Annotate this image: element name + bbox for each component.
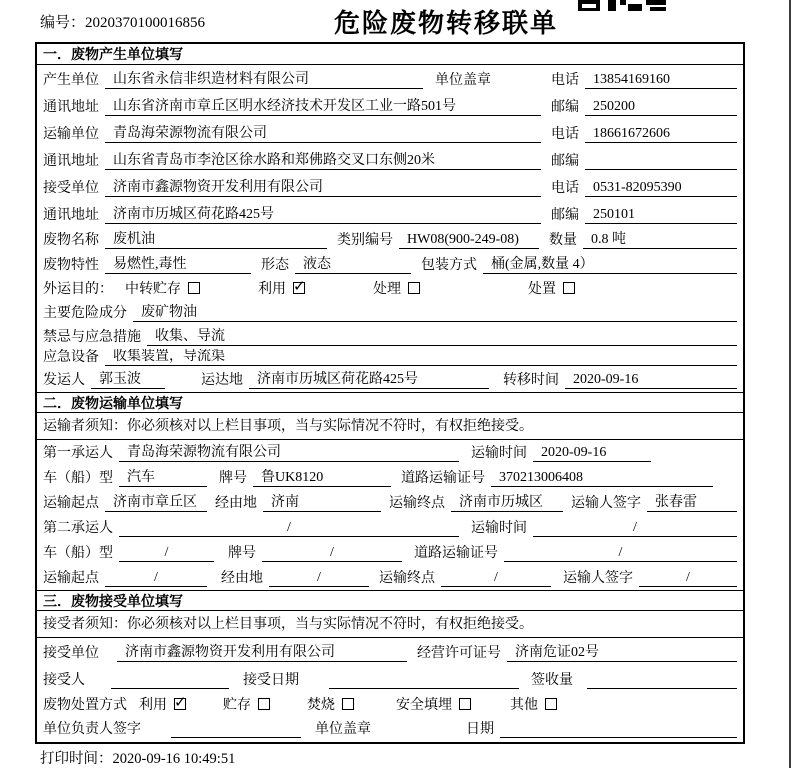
purpose-option-treat [373,278,420,298]
signature1-value: 张春雷 [647,491,737,512]
checkbox-icon [563,282,575,294]
produce-phone-value: 13854169160 [585,72,737,89]
checkbox-icon [408,282,420,294]
equipment-row [37,349,743,369]
carrier2-value: / [119,520,459,537]
receiver-notice-row [37,611,743,638]
transport-time-label: 运输时间 [471,446,527,461]
option-label: 安全填埋 [396,698,452,713]
receiver-value [111,688,229,689]
transport-unit-row [37,119,743,146]
category-value: HW08(900-249-08) [399,232,539,249]
receive-unit3-row [37,638,743,665]
produce-zip-value: 250200 [585,99,737,116]
license-value: 济南危证02号 [507,641,737,662]
plate2-value: / [262,545,402,562]
trait-label: 废物特性 [43,258,99,273]
measures-row [37,325,743,349]
disposal-label: 废物处置方式 [43,698,127,713]
signature-label: 运输人签字 [563,571,633,586]
receiver-notice-label: 接受者须知： [43,616,127,632]
zip-label: 邮编 [551,154,579,169]
checkbox-icon [188,282,200,294]
receive-unit3-value: 济南市鑫源物资开发利用有限公司 [117,641,407,662]
checkbox-icon [258,698,270,710]
road-cert1-value: 370213006408 [491,470,713,487]
disposal-row [37,692,743,717]
receive-unit-value: 济南市鑫源物资开发利用有限公司 [105,176,541,197]
unit-seal-label: 单位盖章 [315,722,371,737]
option-label: 处理 [373,282,401,297]
principal-sign-label: 单位负责人签字 [43,722,141,737]
origin-label: 运输起点 [43,496,99,511]
produce-address-row [37,92,743,119]
receive-date-label: 接受日期 [243,673,299,688]
principal-sign-value [171,737,301,738]
plate-label: 牌号 [219,471,247,486]
signature2-value: / [639,570,737,587]
phone-label: 电话 [551,127,579,142]
section1-title: 一．废物产生单位填写 [43,46,183,62]
receive-unit-label: 接受单位 [43,181,99,196]
route2-row [37,565,743,590]
received-qty-label: 签收量 [531,673,573,688]
address-label: 通讯地址 [43,154,99,169]
waste-trait-row [37,252,743,277]
hazard-label: 主要危险成分 [43,306,127,321]
measures-label: 禁忌与应急措施 [43,330,141,345]
road-cert2-value: / [504,545,737,562]
plate1-value: 鲁UK8120 [253,466,391,487]
receive-date-value [329,688,519,689]
vehicle2-row [37,540,743,565]
measures-value: 收集、导流 [147,325,737,346]
waste-name-label: 废物名称 [43,233,99,248]
produce-address-value: 山东省济南市章丘区明水经济技术开发区工业一路501号 [105,95,541,116]
carrier2-row [37,515,743,540]
date-value [500,737,737,738]
vehicle2-value: / [119,545,214,562]
disposal-option-landfill [396,694,471,714]
phone-label: 电话 [551,73,579,88]
vehicle1-row [37,465,743,490]
purpose-label: 外运目的： [43,282,113,297]
hazard-value: 废矿物油 [133,301,737,322]
road-cert-label: 道路运输证号 [401,471,485,486]
transfer-time-value: 2020-09-16 [565,372,737,389]
transport-time2-value: / [533,520,737,537]
receive-address-value: 济南市历城区荷花路425号 [105,203,541,224]
address-label: 通讯地址 [43,208,99,223]
form-value: 液态 [295,253,411,274]
disposal-option-storage [223,694,270,714]
transport-zip-value [585,169,737,170]
vehicle-label: 车（船）型 [43,546,113,561]
receive-unit-label: 接受单位 [43,646,99,661]
form-label: 形态 [261,258,289,273]
transport-unit-label: 运输单位 [43,127,99,142]
unit-seal-label: 单位盖章 [435,73,491,88]
terminal2-value: / [441,570,551,587]
quantity-label: 数量 [549,233,577,248]
hazard-row [37,301,743,325]
route1-row [37,490,743,515]
via-label: 经由地 [215,496,257,511]
packing-label: 包装方式 [421,258,477,273]
section3-header [37,590,743,611]
received-qty-value [587,688,737,689]
zip-label: 邮编 [551,208,579,223]
carrier-notice-label: 运输者须知： [43,418,127,434]
carrier-notice-row [37,413,743,440]
address-label: 通讯地址 [43,100,99,115]
signature-label: 运输人签字 [571,496,641,511]
purpose-option-dispose [528,278,575,298]
option-label: 利用 [139,698,167,713]
transport-address-row [37,146,743,173]
checkbox-checked-icon [174,698,186,710]
quantity-value: 0.8 吨 [583,228,737,249]
receive-address-row [37,200,743,227]
produce-unit-label: 产生单位 [43,73,99,88]
zip-label: 邮编 [551,100,579,115]
vehicle1-value: 汽车 [119,466,207,487]
option-label: 处置 [528,282,556,297]
shipper-row [37,369,743,392]
serial-label: 编号： [40,15,86,31]
waste-name-row [37,227,743,252]
option-label: 焚烧 [307,698,335,713]
terminal1-value: 济南市历城区 [451,491,563,512]
origin1-value: 济南市章丘区 [105,491,207,512]
checkbox-checked-icon [293,282,305,294]
category-label: 类别编号 [337,233,393,248]
transfer-time-label: 转移时间 [503,373,559,388]
carrier1-label: 第一承运人 [43,446,113,461]
serial-number [40,11,205,32]
principal-sign-row [37,717,743,741]
print-time [40,747,235,768]
checkbox-icon [342,698,354,710]
produce-unit-row [37,65,743,92]
destination-value: 济南市历城区荷花路425号 [249,369,489,389]
receiver-notice-text: 你必须核对以上栏目事项，当与实际情况不符时，有权拒绝接受。 [127,616,533,632]
carrier1-row [37,440,743,465]
origin-label: 运输起点 [43,571,99,586]
section3-title: 三．废物接受单位填写 [43,592,183,609]
page-title: 危险废物转移联单 [334,8,559,38]
road-cert-label: 道路运输证号 [414,546,498,561]
disposal-option-incinerate [307,694,354,714]
section2-title: 二．废物运输单位填写 [43,394,183,411]
receiver-row [37,665,743,692]
manifest-table [35,42,745,744]
transport-time1-value: 2020-09-16 [533,445,651,462]
purpose-row [37,277,743,301]
produce-unit-value: 山东省永信非织造材料有限公司 [105,68,423,89]
purpose-option-transfer-storage [125,278,200,298]
receive-unit-row [37,173,743,200]
via2-value: / [269,570,369,587]
via-label: 经由地 [221,571,263,586]
section2-header [37,392,743,413]
transport-unit-value: 青岛海荣源物流有限公司 [105,122,541,143]
via1-value: 济南 [263,491,381,512]
receiver-label: 接受人 [43,673,85,688]
checkbox-icon [459,698,471,710]
serial-value: 2020370100016856 [85,15,206,31]
origin2-value: / [105,570,207,587]
equipment-value: 收集装置，导流渠 [105,349,737,366]
option-label: 贮存 [223,698,251,713]
terminal-label: 运输终点 [389,496,445,511]
plate-label: 牌号 [228,546,256,561]
option-label: 利用 [258,282,286,297]
waste-name-value: 废机油 [105,228,327,249]
carrier1-value: 青岛海荣源物流有限公司 [119,441,459,462]
equipment-label: 应急设备 [43,350,99,365]
print-time-label: 打印时间： [40,751,113,767]
section1-header [37,44,743,65]
terminal-label: 运输终点 [379,571,435,586]
receive-zip-value: 250101 [585,207,737,224]
packing-value: 桶(金属,数量 4） [483,253,737,274]
carrier-notice-text: 你必须核对以上栏目事项，当与实际情况不符时，有权拒绝接受。 [127,418,533,434]
page-edge-line [789,0,791,768]
checkbox-icon [545,698,557,710]
phone-label: 电话 [551,181,579,196]
option-label: 其他 [510,698,538,713]
transport-time-label: 运输时间 [471,521,527,536]
shipper-value: 郭玉波 [91,369,165,389]
vehicle-label: 车（船）型 [43,471,113,486]
transport-address-value: 山东省青岛市李沧区徐水路和郑佛路交叉口东侧20米 [105,149,541,170]
option-label: 中转贮存 [125,282,181,297]
purpose-option-utilize [258,278,305,298]
trait-value: 易燃性,毒性 [105,253,251,274]
date-label: 日期 [466,722,494,737]
shipper-label: 发运人 [43,373,85,388]
qr-code-fragment-icon [578,0,666,16]
carrier2-label: 第二承运人 [43,521,113,536]
receive-phone-value: 0531-82095390 [585,180,737,197]
license-label: 经营许可证号 [417,646,501,661]
destination-label: 运达地 [201,373,243,388]
transport-phone-value: 18661672606 [585,126,737,143]
disposal-option-utilize [139,694,186,714]
disposal-option-other [510,694,557,714]
print-time-value: 2020-09-16 10:49:51 [112,751,236,767]
